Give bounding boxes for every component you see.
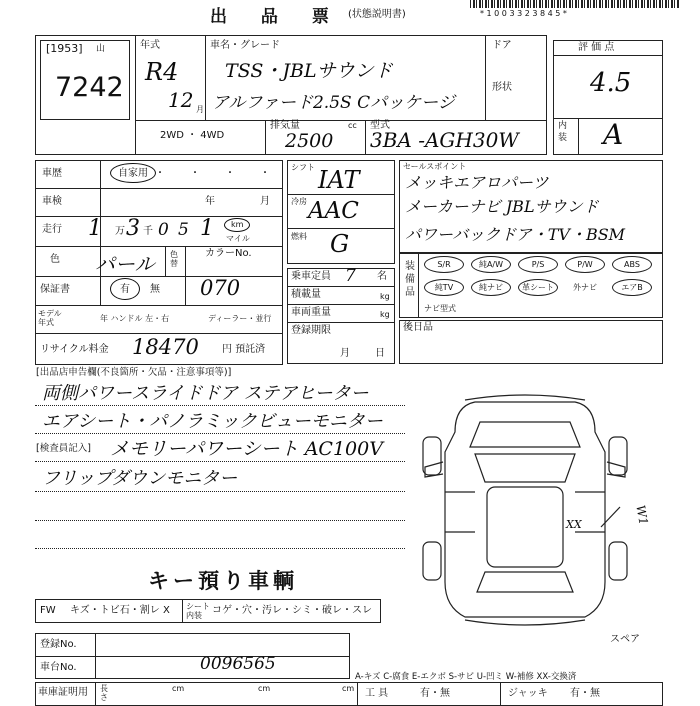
model-value: 3BA -AGH30W — [370, 128, 519, 152]
code-suffix: 山 — [96, 44, 106, 54]
capacity-unit: 名 — [377, 271, 387, 282]
color-value: パール — [95, 252, 155, 276]
mileage-digit-2: 0 — [158, 220, 169, 240]
year-value: R4 — [145, 58, 179, 86]
cm-1: cm — [172, 684, 185, 693]
seat-label: シート内装 — [186, 602, 210, 620]
damage-mark-w1: W1 — [633, 503, 651, 527]
jack-label: ジャッキ — [508, 688, 548, 699]
fw-text: キズ・トビ石・割レ X — [70, 605, 170, 616]
interior-value: A — [603, 118, 624, 151]
mileage-digit-0: 1 — [88, 216, 102, 241]
notes-line3: メモリーパワーシート AC100V — [110, 438, 383, 460]
reg-label: 登録No. — [40, 639, 77, 650]
sales-line2: メーカーナビ JBLサウンド — [405, 197, 599, 216]
door-label: ドア — [492, 40, 512, 51]
mileage-label: 走行 — [42, 224, 62, 235]
shaken-label: 車検 — [42, 196, 62, 207]
serial-barcode — [470, 0, 680, 8]
shaken-month: 月 — [260, 196, 270, 207]
grade-label: 評 価 点 — [578, 42, 615, 53]
cm-2: cm — [258, 684, 271, 693]
equipment-item[interactable]: 純TV — [424, 279, 464, 296]
chassis-label: 車台No. — [40, 662, 77, 673]
load-label: 積載量 — [291, 289, 321, 300]
fw-label: FW — [40, 605, 56, 616]
reki-option-0[interactable]: 自家用 — [118, 168, 148, 179]
shape-label: 形状 — [492, 82, 512, 93]
equipment-item[interactable]: 革シート — [518, 279, 558, 296]
reki-circle — [110, 163, 156, 183]
equipment-item[interactable]: ABS — [612, 256, 652, 273]
afterfit-box — [399, 320, 663, 364]
handle-label: 年 ハンドル 左・右 — [100, 314, 170, 323]
mile-label: マイル — [226, 234, 250, 243]
mileage-digit-4: 1 — [200, 216, 214, 241]
model-label: 型式 — [370, 120, 390, 131]
drive-label: 2WD ・ 4WD — [160, 130, 225, 141]
form-subtitle: (状態説明書) — [348, 9, 406, 20]
registration-label: 登録期限 — [291, 325, 331, 336]
recycle-value: 18470 — [132, 335, 199, 359]
code-label: [1953] — [46, 42, 83, 55]
spare-label: スペア — [610, 634, 640, 645]
recycle-label: リサイクル料金 — [40, 344, 109, 355]
shaken-year: 年 — [205, 196, 215, 207]
equipment-item[interactable]: S/R — [424, 256, 464, 273]
sales-line3: パワーバックドア・TV・BSM — [405, 225, 626, 244]
reki-label: 車歴 — [42, 168, 62, 179]
equipment-item[interactable]: P/W — [565, 256, 605, 273]
model-year-label: モデル年式 — [38, 309, 62, 327]
displacement-label: 排気量 — [270, 120, 300, 131]
legend: A-キズ C-腐食 E-エクボ S-サビ U-凹ミ W-補修 XX-交換済 — [355, 672, 577, 682]
warranty-no[interactable]: 無 — [150, 284, 160, 295]
colorno-value: 070 — [200, 276, 241, 300]
interior-label: 内装 — [558, 121, 568, 143]
carname-label: 車名・グレード — [210, 40, 280, 51]
afterfit-label: 後日品 — [403, 322, 433, 333]
cert-label: 車庫証明用 — [38, 687, 88, 698]
weight-unit: kg — [380, 310, 390, 319]
warranty-circle — [110, 278, 140, 300]
warranty-label: 保証書 — [40, 284, 70, 295]
km-label: km — [231, 220, 244, 229]
cert-sub: 長さ — [100, 684, 108, 702]
month-unit: 月 — [196, 105, 204, 114]
mileage-digit-1: 3 — [126, 216, 140, 241]
color-change-label: 色替 — [170, 250, 178, 268]
shift-value: IAT — [318, 166, 360, 194]
capacity-label: 乗車定員 — [291, 271, 331, 282]
seat-text: コゲ・穴・汚レ・シミ・破レ・スレ — [212, 605, 372, 616]
shift-label: シフト — [291, 163, 315, 172]
equipment-item[interactable]: 純ナビ — [471, 279, 511, 296]
notes-line2: エアシート・パノラミックビューモニター — [42, 411, 383, 432]
mileage-sen: 千 — [143, 226, 153, 237]
carname-line2: アルファード2.5S Cパッケージ — [212, 93, 455, 113]
tools-label: 工 具 — [365, 688, 389, 699]
equipment-item[interactable]: P/S — [518, 256, 558, 273]
sales-label: セールスポイント — [403, 162, 467, 171]
car-diagram — [405, 392, 645, 632]
month-value: 12 — [168, 88, 194, 112]
carname-line1: TSS・JBLサウンド — [225, 60, 393, 82]
equipment-item[interactable]: 純A/W — [471, 256, 511, 273]
cooler-label: 冷房 — [291, 197, 307, 206]
sales-line1: メッキエアロパーツ — [405, 173, 549, 192]
load-unit: kg — [380, 292, 390, 301]
form-title: 出 品 票 — [210, 7, 343, 27]
registration-day: 日 — [375, 348, 385, 359]
capacity-value: 7 — [345, 266, 356, 286]
fuel-value: G — [330, 230, 350, 258]
km-circle — [224, 218, 250, 232]
inspector-header: [検査員記入] — [36, 443, 91, 454]
registration-month: 月 — [340, 348, 350, 359]
notes-line1: 両側パワースライドドア ステアヒーター — [42, 383, 369, 404]
recycle-unit: 円 預託済 — [222, 344, 266, 355]
cm-3: cm — [342, 684, 355, 693]
navi-label: ナビ型式 — [424, 304, 456, 313]
mileage-man: 万 — [115, 226, 125, 237]
weight-label: 車両重量 — [291, 307, 331, 318]
key-notice: キー預り車輌 — [148, 569, 298, 593]
colorno-label: カラーNo. — [205, 248, 252, 259]
color-label: 色 — [50, 254, 60, 265]
equipment-item[interactable]: 外ナビ — [573, 283, 597, 292]
notes-header: [出品店申告欄(不良箇所・欠品・注意事項等)] — [36, 367, 232, 378]
warranty-yes[interactable]: 有 — [120, 284, 130, 295]
chassis-value: 0096565 — [200, 654, 276, 674]
mileage-digit-3: 5 — [178, 220, 189, 240]
cooler-value: AAC — [308, 198, 359, 224]
equipment-label: 装備品 — [405, 261, 415, 298]
fuel-label: 燃料 — [291, 232, 307, 241]
displacement-value: 2500 — [285, 130, 334, 152]
dealer-label: ディーラー・並行 — [208, 314, 272, 323]
grade-value: 4.5 — [590, 68, 632, 98]
lot-number: 7242 — [55, 72, 124, 103]
year-label: 年式 — [140, 40, 160, 51]
damage-mark-xx: XX — [566, 518, 582, 531]
notes-line4: フリップダウンモニター — [42, 468, 238, 489]
jack-value[interactable]: 有・無 — [570, 688, 600, 699]
equipment-item[interactable]: エアB — [612, 279, 652, 296]
displacement-unit: cc — [348, 121, 357, 130]
tools-value[interactable]: 有・無 — [420, 688, 450, 699]
serial-number: * 1 0 0 3 3 2 3 8 4 5 * — [480, 9, 567, 18]
